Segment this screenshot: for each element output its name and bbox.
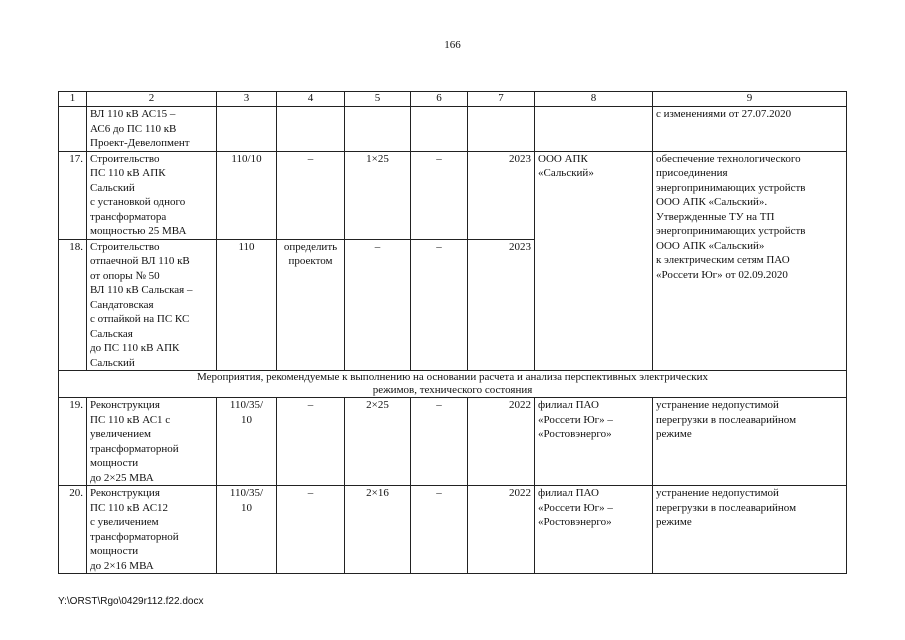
justification: устранение недопустимой перегрузки в послеаварийном режиме [653,398,847,486]
row-number: 17. [59,151,87,239]
col-6-value: – [411,398,468,486]
col-header-5: 5 [345,92,411,107]
project-name: Реконструкция ПС 110 кВ АС1 с увеличением трансформаторной мощности до 2×25 МВА [87,398,217,486]
completion-year: 2023 [468,239,535,371]
col-header-6: 6 [411,92,468,107]
line-length: определить проектом [277,239,345,371]
col-header-8: 8 [535,92,653,107]
project-name: Реконструкция ПС 110 кВ АС12 с увеличением трансформаторной мощности до 2×16 МВА [87,486,217,574]
transformer-power: 1×25 [345,151,411,239]
col-header-7: 7 [468,92,535,107]
voltage: 110/35/ 10 [217,486,277,574]
section-header-row [59,371,847,398]
measures-table [58,91,847,574]
transformer-power: 2×25 [345,398,411,486]
col-6-value: – [411,486,468,574]
project-name: ВЛ 110 кВ АС15 – АС6 до ПС 110 кВ Проект-Девелопмент [87,107,217,152]
col-6-value: – [411,151,468,239]
responsible-organization: филиал ПАО «Россети Юг» – «Ростовэнерго» [535,398,653,486]
col-header-3: 3 [217,92,277,107]
col-header-4: 4 [277,92,345,107]
table-row-continuation [59,107,847,152]
voltage: 110/10 [217,151,277,239]
page-number: 166 [444,39,461,51]
justification: с изменениями от 27.07.2020 [653,107,847,152]
file-path-footer: Y:\ORST\Rgo\0429r112.f22.docx [58,596,204,607]
completion-year: 2023 [468,151,535,239]
line-length: – [277,398,345,486]
responsible-organization: филиал ПАО «Россети Юг» – «Ростовэнерго» [535,486,653,574]
voltage: 110 [217,239,277,371]
justification: устранение недопустимой перегрузки в послеаварийном режиме [653,486,847,574]
voltage: 110/35/ 10 [217,398,277,486]
table-row-20 [59,486,847,574]
completion-year: 2022 [468,398,535,486]
row-number: 20. [59,486,87,574]
col-header-1: 1 [59,92,87,107]
transformer-power: – [345,239,411,371]
completion-year: 2022 [468,486,535,574]
section-title: Мероприятия, рекомендуемые к выполнению на основании расчета и анализа перспективных электрических режимов, технического состояния [197,371,708,396]
table-row-17 [59,151,847,239]
col-header-2: 2 [87,92,217,107]
line-length: – [277,486,345,574]
transformer-power: 2×16 [345,486,411,574]
col-6-value: – [411,239,468,371]
line-length: – [277,151,345,239]
project-name: Строительство ПС 110 кВ АПК Сальский с установкой одного трансформатора мощностью 25 МВА [87,151,217,239]
column-number-row [59,92,847,107]
row-number: 19. [59,398,87,486]
row-number: 18. [59,239,87,371]
col-header-9: 9 [653,92,847,107]
project-name: Строительство отпаечной ВЛ 110 кВ от опоры № 50 ВЛ 110 кВ Сальская – Сандатовская с отпайкой на ПС КС Сальская до ПС 110 кВ АПК Сальский [87,239,217,371]
table-row-19 [59,398,847,486]
justification: обеспечение технологического присоединения энергопринимающих устройств ООО АПК «Сальский». Утвержденные ТУ на ТП энергопринимающих устройств ООО АПК «Сальский» к электрическим сетям ПАО «Россети Юг» от 02.09.2020 [653,151,847,371]
responsible-organization: ООО АПК «Сальский» [535,151,653,371]
